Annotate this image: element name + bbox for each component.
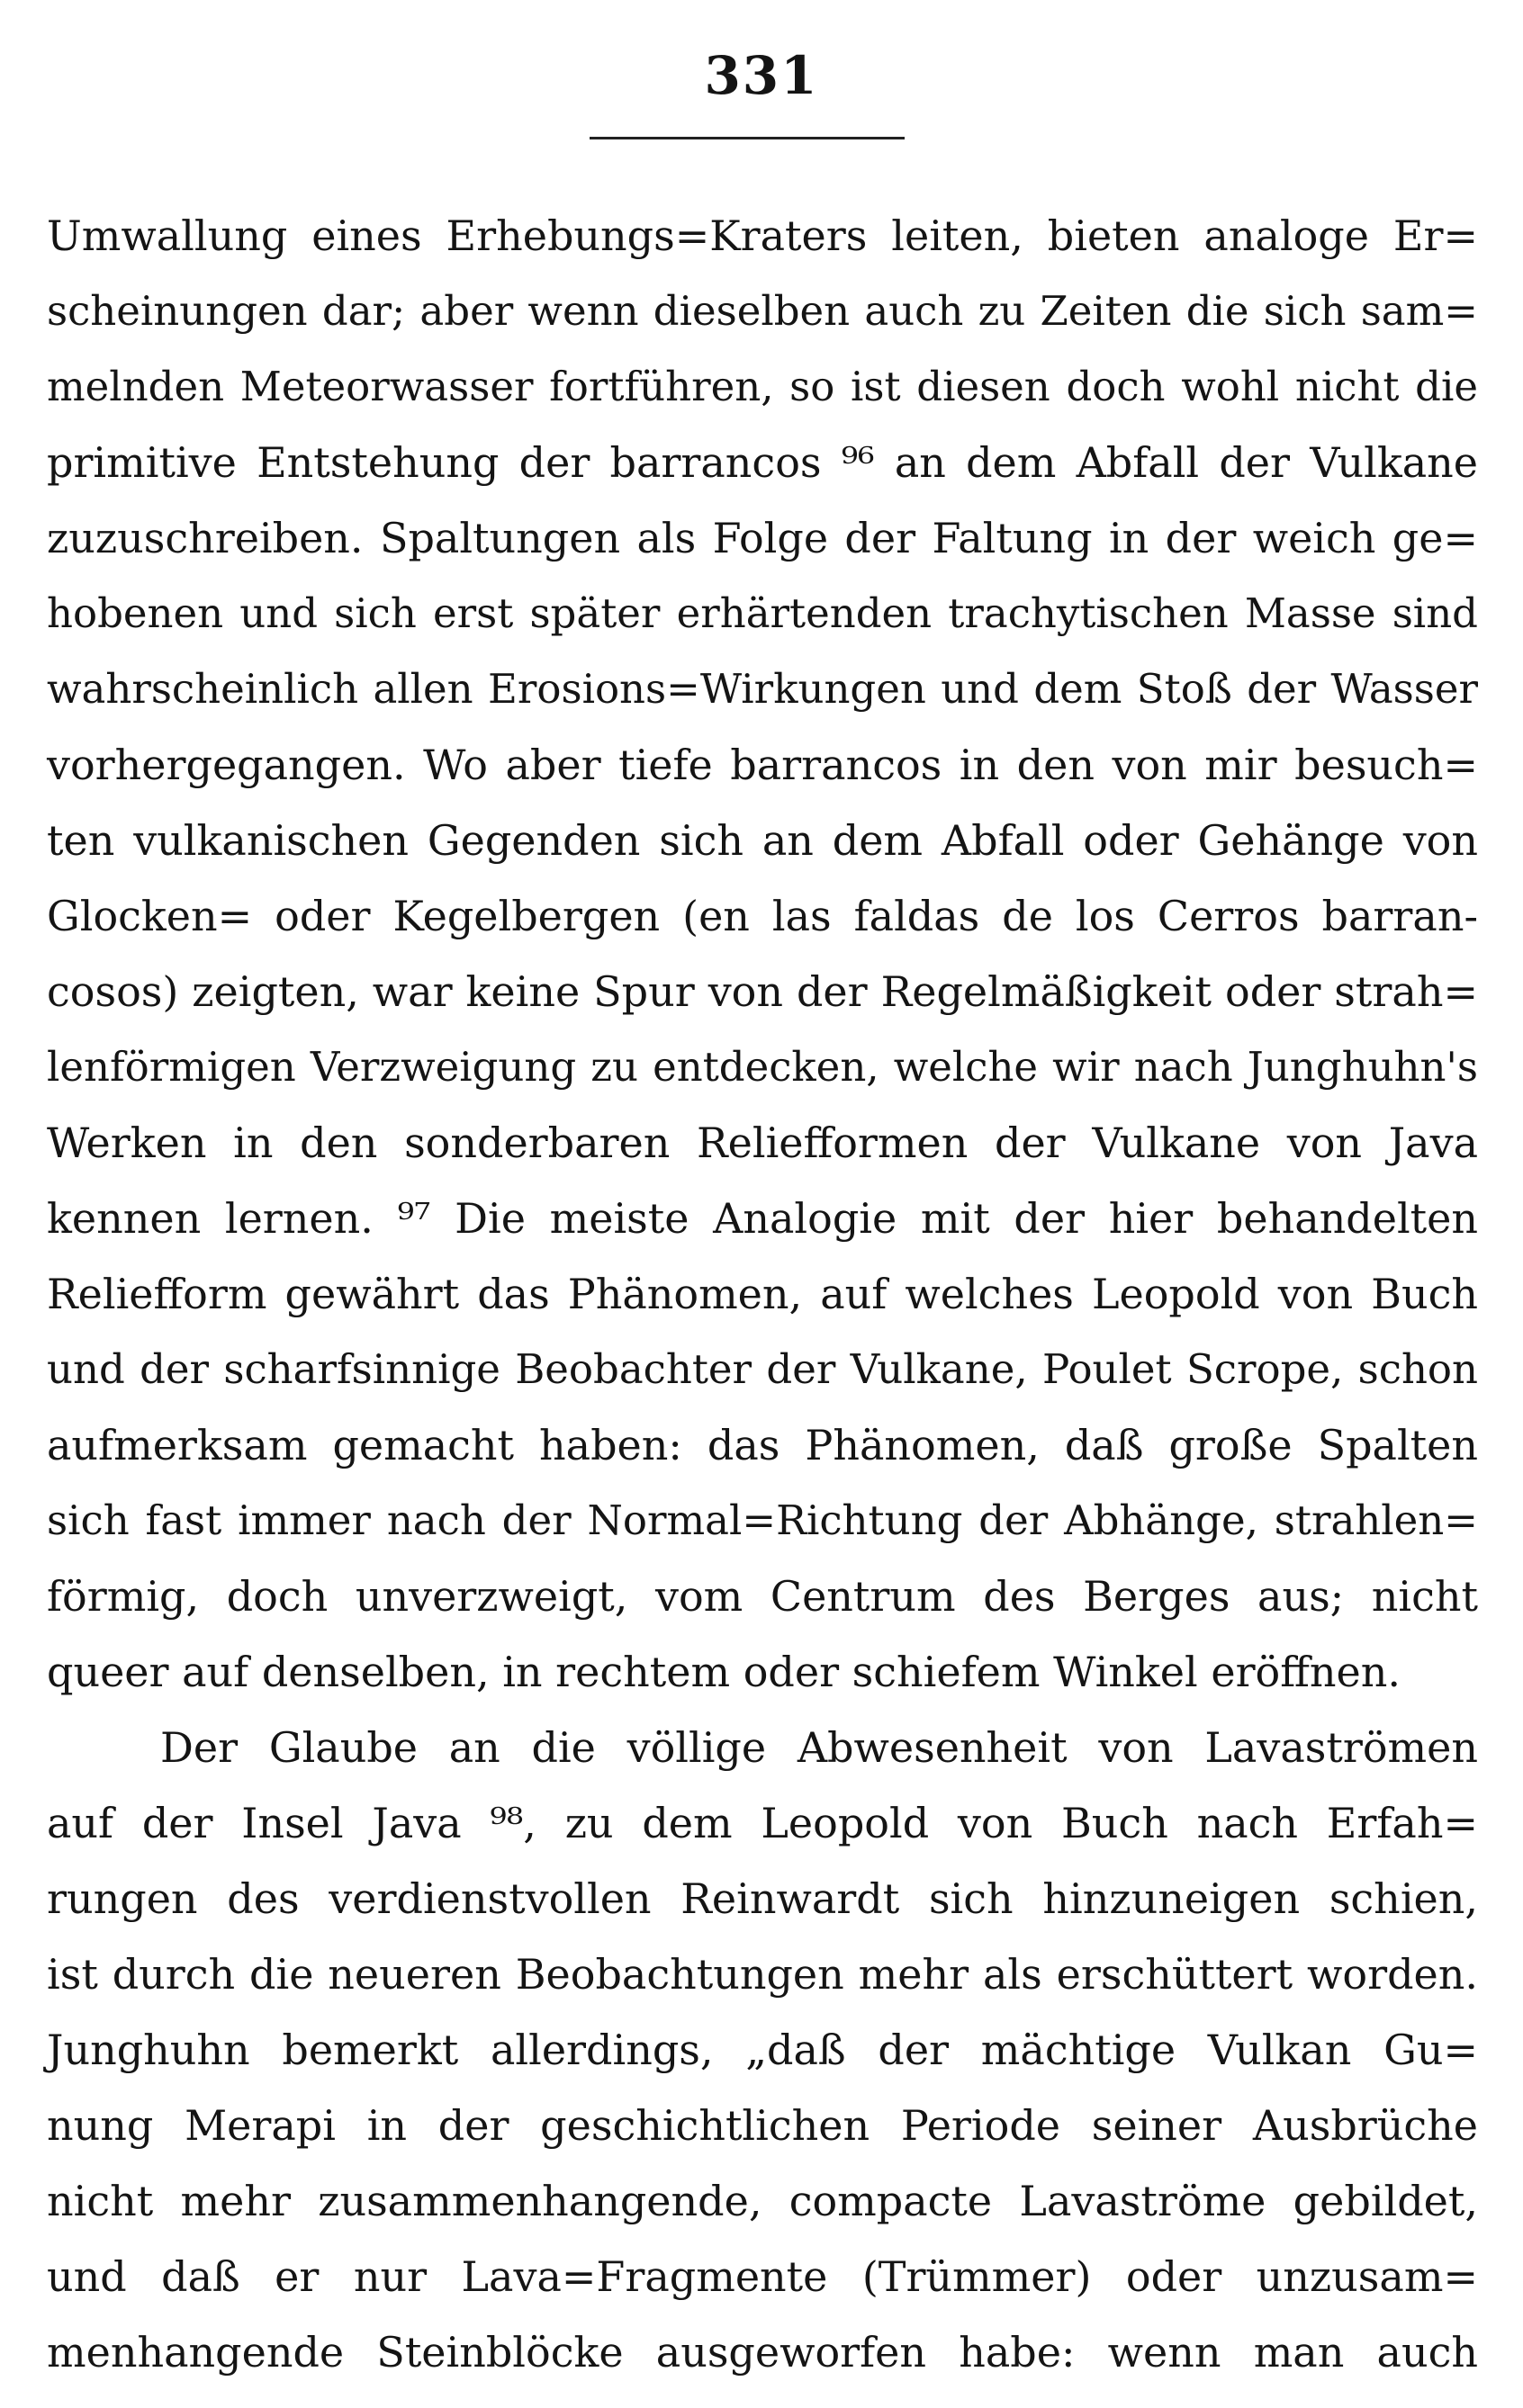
text-line: kennen lernen. ⁹⁷ Die meiste Analogie mit der hier behandelten	[47, 1194, 1478, 1243]
text-line: ist durch die neueren Beobachtungen mehr als erschüttert worden.	[47, 1950, 1478, 1999]
text-line: nung Merapi in der geschichtlichen Periode seiner Ausbrüche	[47, 2101, 1478, 2150]
text-line: und daß er nur Lava=Fragmente (Trümmer) oder unzusam=	[47, 2252, 1478, 2301]
text-line: nicht mehr zusammenhangende, compacte Lavaströme gebildet,	[47, 2177, 1478, 2225]
text-line: förmig, doch unverzweigt, vom Centrum des Berges aus; nicht	[47, 1572, 1478, 1621]
text-line: Junghuhn bemerkt allerdings, „daß der mächtige Vulkan Gu=	[47, 2026, 1478, 2074]
text-line: aufmerksam gemacht haben: das Phänomen, daß große Spalten	[47, 1421, 1478, 1469]
text-line: ten vulkanischen Gegenden sich an dem Abfall oder Gehänge von	[47, 816, 1478, 865]
text-line: vorhergegangen. Wo aber tiefe barrancos in den von mir besuch=	[47, 741, 1478, 789]
text-line: zuzuschreiben. Spaltungen als Folge der Faltung in der weich ge=	[47, 514, 1478, 562]
body-text	[47, 200, 1478, 2377]
text-line: und der scharfsinnige Beobachter der Vulkane, Poulet Scrope, schon	[47, 1345, 1478, 1393]
text-line: auf der Insel Java ⁹⁸, zu dem Leopold von Buch nach Erfah=	[47, 1799, 1478, 1847]
text-line: primitive Entstehung der barrancos ⁹⁶ an dem Abfall der Vulkane	[47, 438, 1478, 487]
text-line: menhangende Steinblöcke ausgeworfen habe: wenn man auch	[47, 2328, 1478, 2377]
text-line: Werken in den sonderbaren Reliefformen der Vulkane von Java	[47, 1119, 1478, 1167]
text-line: Glocken= oder Kegelbergen (en las faldas de los Cerros barran-	[47, 892, 1478, 940]
text-line: Der Glaube an die völlige Abwesenheit von Lavaströmen	[160, 1723, 1478, 1772]
text-line: hobenen und sich erst später erhärtenden trachytischen Masse sind	[47, 589, 1478, 637]
page-number: 331	[704, 45, 819, 106]
text-line: scheinungen dar; aber wenn dieselben auch zu Zeiten die sich sam=	[47, 287, 1478, 335]
text-line: queer auf denselben, in rechtem oder schiefem Winkel eröffnen.	[47, 1648, 1401, 1696]
text-line: lenförmigen Verzweigung zu entdecken, welche wir nach Junghuhn's	[47, 1043, 1478, 1091]
text-line: wahrscheinlich allen Erosions=Wirkungen und dem Stoß der Wasser	[47, 665, 1478, 713]
text-line: Umwallung eines Erhebungs=Kraters leiten, bieten analoge Er=	[47, 211, 1478, 260]
text-line: Reliefform gewährt das Phänomen, auf welches Leopold von Buch	[47, 1270, 1478, 1318]
text-line: cosos) zeigten, war keine Spur von der Regelmäßigkeit oder strah=	[47, 967, 1478, 1016]
text-line: rungen des verdienstvollen Reinwardt sich hinzuneigen schien,	[47, 1874, 1478, 1923]
text-line: melnden Meteorwasser fortführen, so ist diesen doch wohl nicht die	[47, 363, 1478, 410]
header-rule	[590, 137, 905, 139]
text-line: sich fast immer nach der Normal=Richtung der Abhänge, strahlen=	[47, 1496, 1478, 1544]
